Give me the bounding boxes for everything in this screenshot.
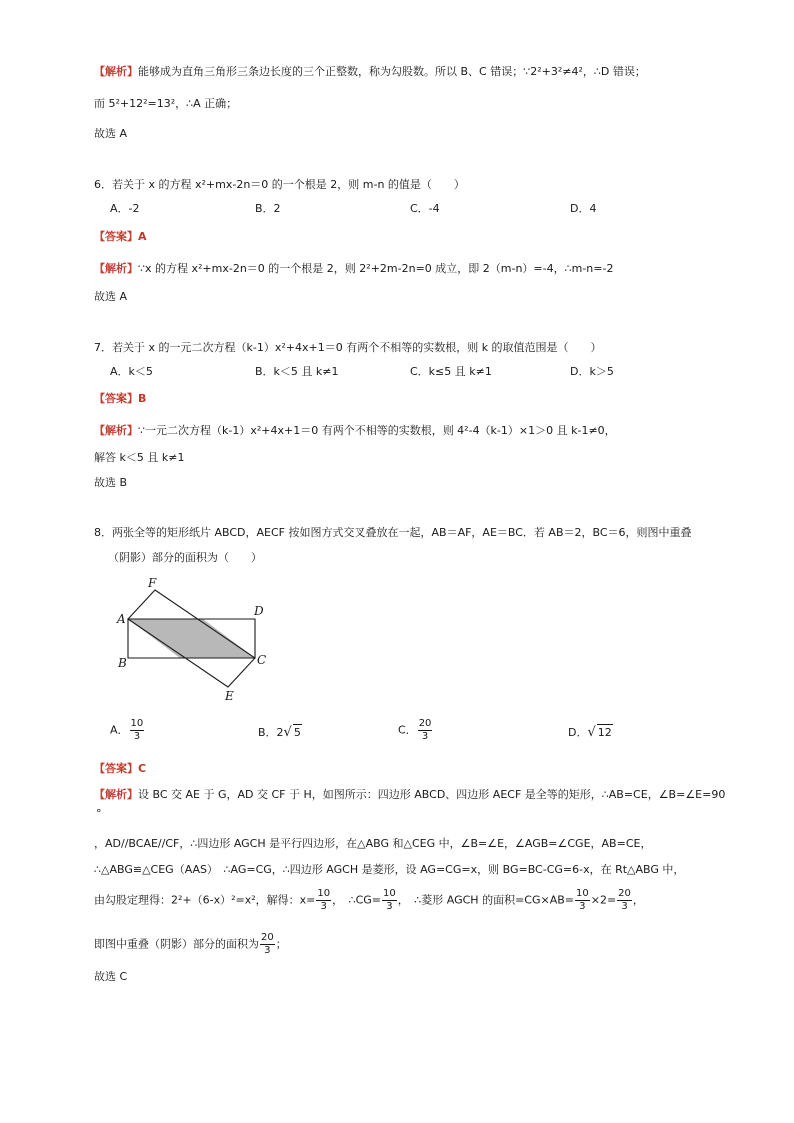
q7-option-a: A．k＜5 — [110, 365, 153, 378]
fraction — [130, 718, 145, 743]
analysis-tag: 【解析】 — [94, 424, 138, 437]
analysis-tag: 【解析】 — [94, 65, 138, 78]
q7-option-c: C．k≤5 且 k≠1 — [410, 365, 492, 378]
q6-analysis-text: ∵x 的方程 x²+mx-2n＝0 的一个根是 2，则 2²+2m-2n=0 成立，即 2（m-n）=-4，∴m-n=-2 — [138, 262, 614, 275]
denominator: 3 — [264, 945, 271, 956]
q8-analysis-line-3: ∴△ABG≌△CEG（AAS） ∴AG=CG，∴四边形 AGCH 是菱形，设 AG=CG=x，则 BG=BC-CG=6-x，在 Rt△ABG 中， — [94, 863, 685, 876]
numerator: 20 — [418, 718, 432, 729]
q7-analysis-line-2: 解答 k＜5 且 k≠1 — [94, 451, 185, 464]
radical-sign: √ — [587, 725, 596, 740]
q6-option-d: D．4 — [570, 202, 597, 215]
text: ， ∴菱形 AGCH 的面积=CG×AB= — [397, 893, 574, 907]
denominator: 3 — [421, 731, 429, 742]
radicand: 5 — [293, 726, 301, 739]
denominator: 3 — [133, 731, 141, 742]
q7-conclusion: 故选 B — [94, 476, 128, 489]
shaded-region — [128, 619, 255, 658]
q7-answer-line — [94, 391, 146, 407]
fraction — [382, 888, 397, 913]
q6-option-a: A．-2 — [110, 202, 140, 215]
option-label: D． — [568, 726, 588, 739]
q8-analysis-line-2: ，AD//BCAE//CF，∴四边形 AGCH 是平行四边形，在△ABG 和△CEG 中，∠B=∠E，∠AGB=∠CGE，AB=CE， — [94, 837, 652, 850]
q7-analysis-line — [94, 423, 616, 439]
option-label: C． — [398, 723, 417, 737]
label-a: A — [117, 612, 126, 626]
text: ； — [275, 937, 287, 951]
answer-tag: 【答案】 — [94, 230, 138, 243]
fraction — [316, 888, 331, 913]
q6-conclusion: 故选 A — [94, 290, 128, 303]
q8-conclusion: 故选 C — [94, 970, 128, 983]
q6-option-b: B．2 — [255, 202, 281, 215]
q7-answer: B — [138, 392, 147, 405]
numerator: 10 — [317, 888, 331, 899]
q8-question-line-2: （阴影）部分的面积为（ ） — [108, 551, 262, 564]
q8-option-d — [568, 724, 613, 741]
analysis-tag: 【解析】 — [94, 788, 138, 801]
q7-question: 7．若关于 x 的一元二次方程（k-1）x²+4x+1＝0 有两个不相等的实数根，则 k 的取值范围是（ ） — [94, 341, 602, 354]
option-label: B．2 — [258, 726, 284, 739]
option-label: A． — [110, 723, 129, 737]
numerator: 20 — [261, 932, 274, 943]
analysis-tag: 【解析】 — [94, 262, 138, 275]
radicand: 12 — [597, 726, 612, 739]
q6-option-c: C．-4 — [410, 202, 440, 215]
radical-sign: √ — [283, 725, 292, 740]
degree-symbol: ° — [96, 807, 102, 820]
denominator: 3 — [579, 901, 586, 912]
p5-analysis-text-1: 能够成为直角三角形三条边长度的三个正整数，称为勾股数。所以 B、C 错误；∵2²+3²≠4²，∴D 错误； — [138, 65, 646, 78]
q7-analysis-text: ∵一元二次方程（k-1）x²+4x+1＝0 有两个不相等的实数根，则 4²-4（k-1）×1＞0 且 k-1≠0， — [138, 424, 616, 437]
text: ， — [632, 893, 644, 907]
numerator: 10 — [383, 888, 396, 899]
q6-question: 6．若关于 x 的方程 x²+mx-2n＝0 的一个根是 2，则 m-n 的值是（ ） — [94, 178, 465, 191]
q8-answer-line — [94, 761, 146, 777]
numerator: 10 — [130, 718, 144, 729]
label-e: E — [225, 689, 234, 703]
fraction — [575, 888, 590, 913]
q8-analysis-line-4 — [94, 888, 644, 913]
text: 即图中重叠（阴影）部分的面积为 — [94, 937, 259, 951]
q6-answer: A — [138, 230, 147, 243]
q8-analysis-text-1: 设 BC 交 AE 于 G，AD 交 CF 于 H，如图所示：四边形 ABCD、四边形 AECF 是全等的矩形，∴AB=CE，∠B=∠E=90 — [138, 788, 726, 801]
q8-analysis-line-5 — [94, 932, 287, 957]
fraction — [617, 888, 632, 913]
label-b: B — [118, 656, 127, 670]
label-f: F — [148, 576, 157, 590]
p5-conclusion: 故选 A — [94, 127, 128, 140]
rectangles-overlap-figure — [108, 574, 283, 706]
denominator: 3 — [320, 901, 327, 912]
q6-analysis-line — [94, 261, 613, 277]
text: ， ∴CG= — [332, 893, 382, 907]
answer-tag: 【答案】 — [94, 392, 138, 405]
q8-analysis-line-1 — [94, 787, 725, 803]
p5-analysis-line-1 — [94, 64, 646, 80]
fraction — [260, 932, 275, 957]
q8-option-b — [258, 724, 302, 741]
denominator: 3 — [386, 901, 393, 912]
q6-answer-line — [94, 229, 147, 245]
denominator: 3 — [621, 901, 628, 912]
numerator: 10 — [576, 888, 589, 899]
q8-answer: C — [138, 762, 147, 775]
q7-option-d: D．k＞5 — [570, 365, 614, 378]
q8-option-a — [110, 718, 145, 743]
numerator: 20 — [618, 888, 631, 899]
answer-tag: 【答案】 — [94, 762, 138, 775]
q7-option-b: B．k＜5 且 k≠1 — [255, 365, 339, 378]
label-d: D — [254, 604, 264, 618]
q8-question-line-1: 8．两张全等的矩形纸片 ABCD，AECF 按如图方式交叉叠放在一起，AB＝AF，AE＝BC．若 AB＝2，BC＝6，则图中重叠 — [94, 526, 692, 539]
q8-option-c — [398, 718, 433, 743]
text: ×2= — [590, 893, 617, 907]
fraction — [418, 718, 433, 743]
text: 由勾股定理得：2²+（6-x）²=x²，解得：x= — [94, 893, 316, 907]
p5-analysis-line-2: 而 5²+12²=13²，∴A 正确； — [94, 97, 238, 110]
label-c: C — [257, 653, 267, 667]
